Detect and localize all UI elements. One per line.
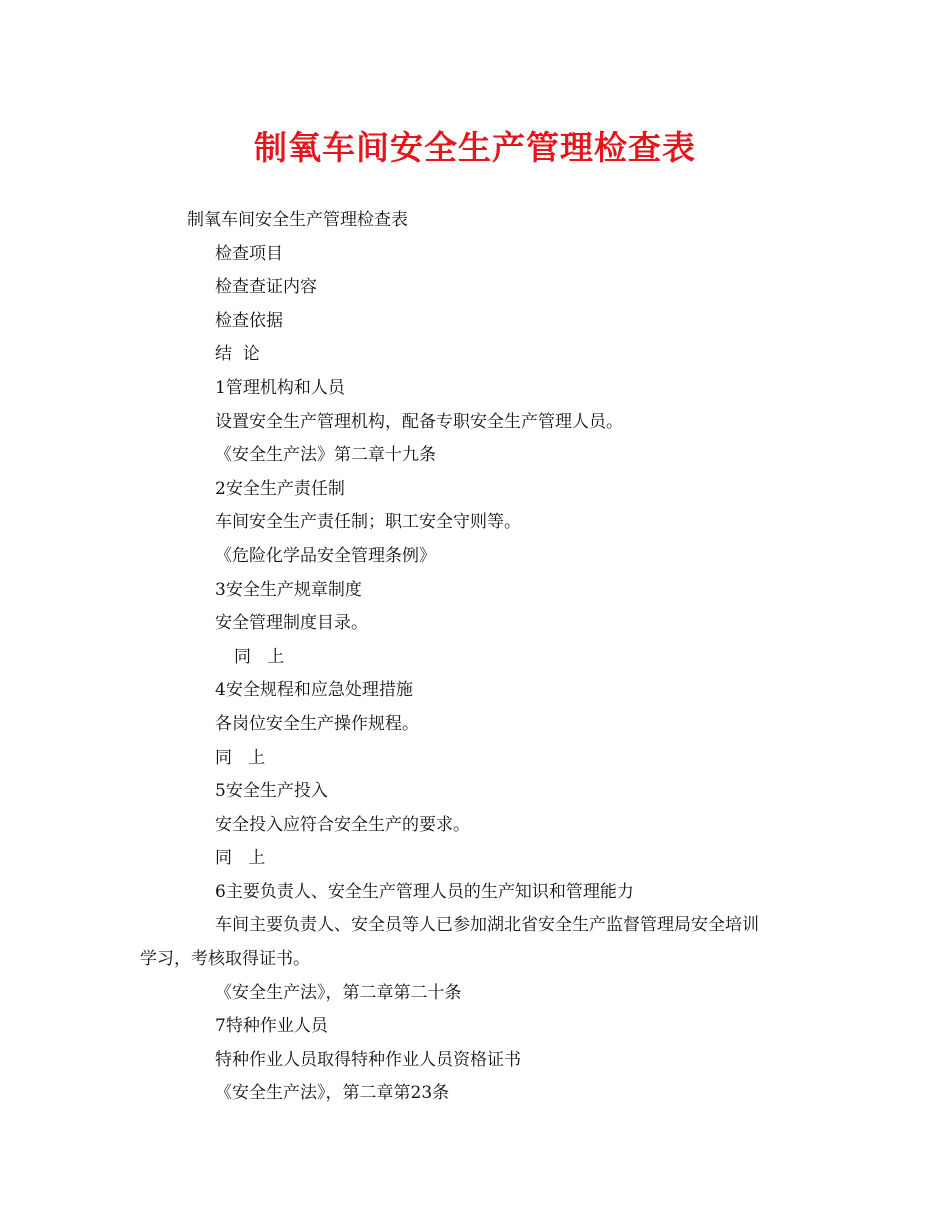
section-4-basis: 同 上 [215,747,266,768]
section-5-item: 5安全生产投入 [215,781,328,802]
section-1-basis: 《安全生产法》第二章十九条 [215,445,436,466]
section-6-basis: 《安全生产法》，第二章第二十条 [215,982,462,1003]
section-4-item: 4安全规程和应急处理措施 [215,680,413,701]
header-check-content: 检查查证内容 [215,277,317,298]
section-6-content-line-2: 学习，考核取得证书。 [140,949,310,970]
header-conclusion: 结 论 [215,344,260,365]
document-title: 制氧车间安全生产管理检查表 [254,128,696,167]
section-5-content: 安全投入应符合安全生产的要求。 [215,814,470,835]
section-3-basis: 同 上 [234,646,285,667]
section-7-item: 7特种作业人员 [215,1016,328,1037]
header-check-basis: 检查依据 [215,310,283,331]
section-3-content: 安全管理制度目录。 [215,613,368,634]
document-body [140,204,820,1111]
section-2-content: 车间安全生产责任制；职工安全守则等。 [215,512,521,533]
section-7-basis: 《安全生产法》，第二章第23条 [215,1083,450,1104]
section-3-item: 3安全生产规章制度 [215,579,362,600]
section-6-content-line-1: 车间主要负责人、安全员等人已参加湖北省安全生产监督管理局安全培训 [215,915,759,936]
section-2-item: 2安全生产责任制 [215,478,345,499]
section-5-basis: 同 上 [215,848,266,869]
section-2-basis: 《危险化学品安全管理条例》 [215,545,436,566]
header-check-item: 检查项目 [215,243,283,264]
section-1-content: 设置安全生产管理机构，配备专职安全生产管理人员。 [215,411,623,432]
section-7-content: 特种作业人员取得特种作业人员资格证书 [215,1049,521,1070]
section-1-item: 1管理机构和人员 [215,377,345,398]
section-4-content: 各岗位安全生产操作规程。 [215,713,419,734]
section-6-item: 6主要负责人、安全生产管理人员的生产知识和管理能力 [215,881,634,902]
document-subtitle: 制氧车间安全生产管理检查表 [187,210,408,230]
